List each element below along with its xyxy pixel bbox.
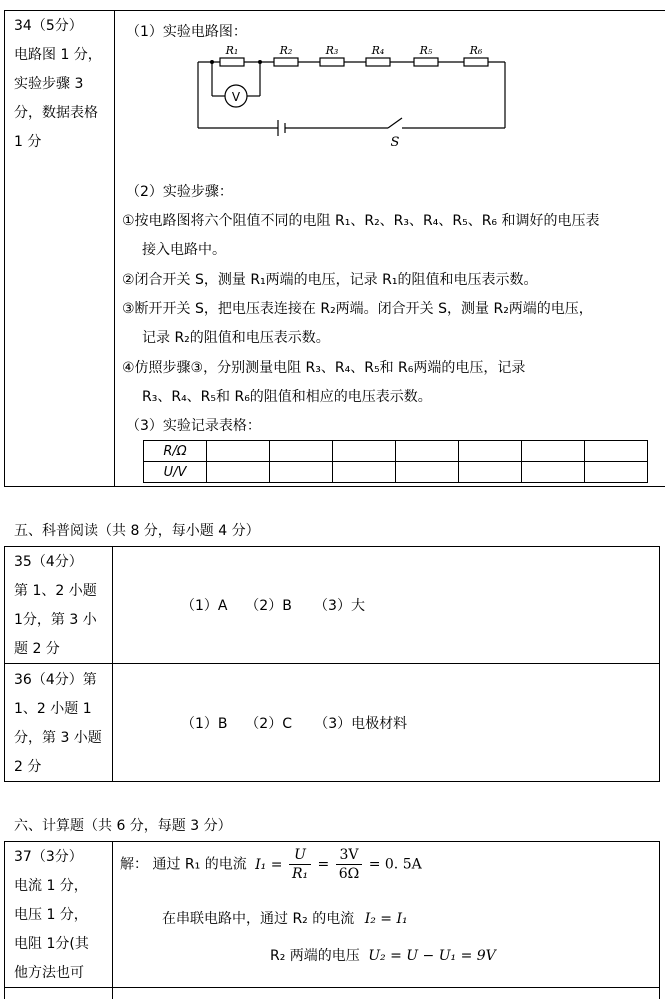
label-r3: R₃ (325, 44, 339, 57)
row-label-resistance: R/Ω (144, 441, 207, 462)
resistor-r2 (274, 58, 298, 66)
row-label-voltage: U/V (144, 462, 207, 483)
eq3: U₂ = U − U₁ = 9V (368, 948, 496, 964)
step1-line1: ①按电路图将六个阻值不同的电阻 R₁、R₂、R₃、R₄、R₅、R₆ 和调好的电压表 (122, 213, 600, 229)
q37-line1: 解： 通过 R₁ 的电流 I₁ = $\frac{U}{\text{R₁}}$ = $\frac{3V}{6\Omega}$ = 0. 5A (120, 847, 422, 882)
fraction-3v-over-6ohm: $\frac{3V}{6\Omega}$ (336, 846, 363, 883)
switch-label: S (390, 135, 400, 150)
step4-line2: R₃、R₄、R₅和 R₆的阻值和相应的电压表示数。 (142, 389, 432, 405)
eq1-result: = 0. 5A (368, 856, 422, 873)
step3-line2: 记录 R₂的阻值和电压表示数。 (142, 330, 330, 346)
q37-line2: 在串联电路中，通过 R₂ 的电流 I₂ = I₁ (162, 911, 408, 927)
q36-answer: （1）B （2）C （3）电极材料 (181, 716, 408, 732)
step3-line1: ③断开开关 S，把电压表连接在 R₂两端。闭合开关 S，测量 R₂两端的电压， (122, 301, 593, 317)
voltmeter-label: V (231, 90, 241, 104)
resistor-r1 (220, 58, 244, 66)
q35-score-note: 35（4分） 第 1、2 小题 1分，第 3 小 题 2 分 (14, 554, 97, 657)
switch-blade (388, 118, 402, 128)
eq1-lhs: I₁ = (255, 856, 283, 873)
q37-score-note: 37（3分） 电流 1 分， 电压 1 分， 电阻 1分(其 他方法也可 (14, 849, 89, 981)
label-r5: R₅ (419, 44, 433, 57)
q37-line3: R₂ 两端的电压 U₂ = U − U₁ = 9V (270, 948, 496, 964)
label-r4: R₄ (371, 44, 385, 57)
resistor-r6 (464, 58, 488, 66)
step1-line2: 接入电路中。 (142, 242, 226, 258)
part2-title: （2）实验步骤： (126, 184, 233, 200)
resistor-r4 (366, 58, 390, 66)
q35-answer: （1）A （2）B （3）大 (181, 598, 365, 614)
circuit-diagram (190, 38, 520, 153)
label-r1: R₁ (225, 44, 239, 57)
q34-score-note: 34（5分） 电路图 1 分， 实验步骤 3 分，数据表格 1 分 (14, 18, 102, 150)
table-row (144, 462, 648, 483)
fraction-u-over-r1: $\frac{U}{\text{R₁}}$ (289, 846, 311, 883)
label-r6: R₆ (469, 44, 483, 57)
part1-title: （1）实验电路图： (126, 24, 247, 40)
section6-heading: 六、计算题（共 6 分，每题 3 分） (14, 818, 232, 834)
step4-line1: ④仿照步骤③，分别测量电阻 R₃、R₄、R₅和 R₆两端的电压，记录 (122, 360, 526, 376)
resistor-r5 (414, 58, 438, 66)
step2: ②闭合开关 S，测量 R₁两端的电压，记录 R₁的阻值和电压表示数。 (122, 272, 538, 288)
eq2: I₂ = I₁ (364, 911, 408, 927)
part3-title: （3）实验记录表格： (126, 418, 261, 434)
resistor-r3 (320, 58, 344, 66)
record-table (143, 440, 648, 483)
label-r2: R₂ (279, 44, 293, 57)
table-row (144, 441, 648, 462)
q36-score-note: 36（4分）第 1、2 小题 1 分，第 3 小题 2 分 (14, 672, 102, 775)
section5-heading: 五、科普阅读（共 8 分，每小题 4 分） (14, 523, 260, 539)
